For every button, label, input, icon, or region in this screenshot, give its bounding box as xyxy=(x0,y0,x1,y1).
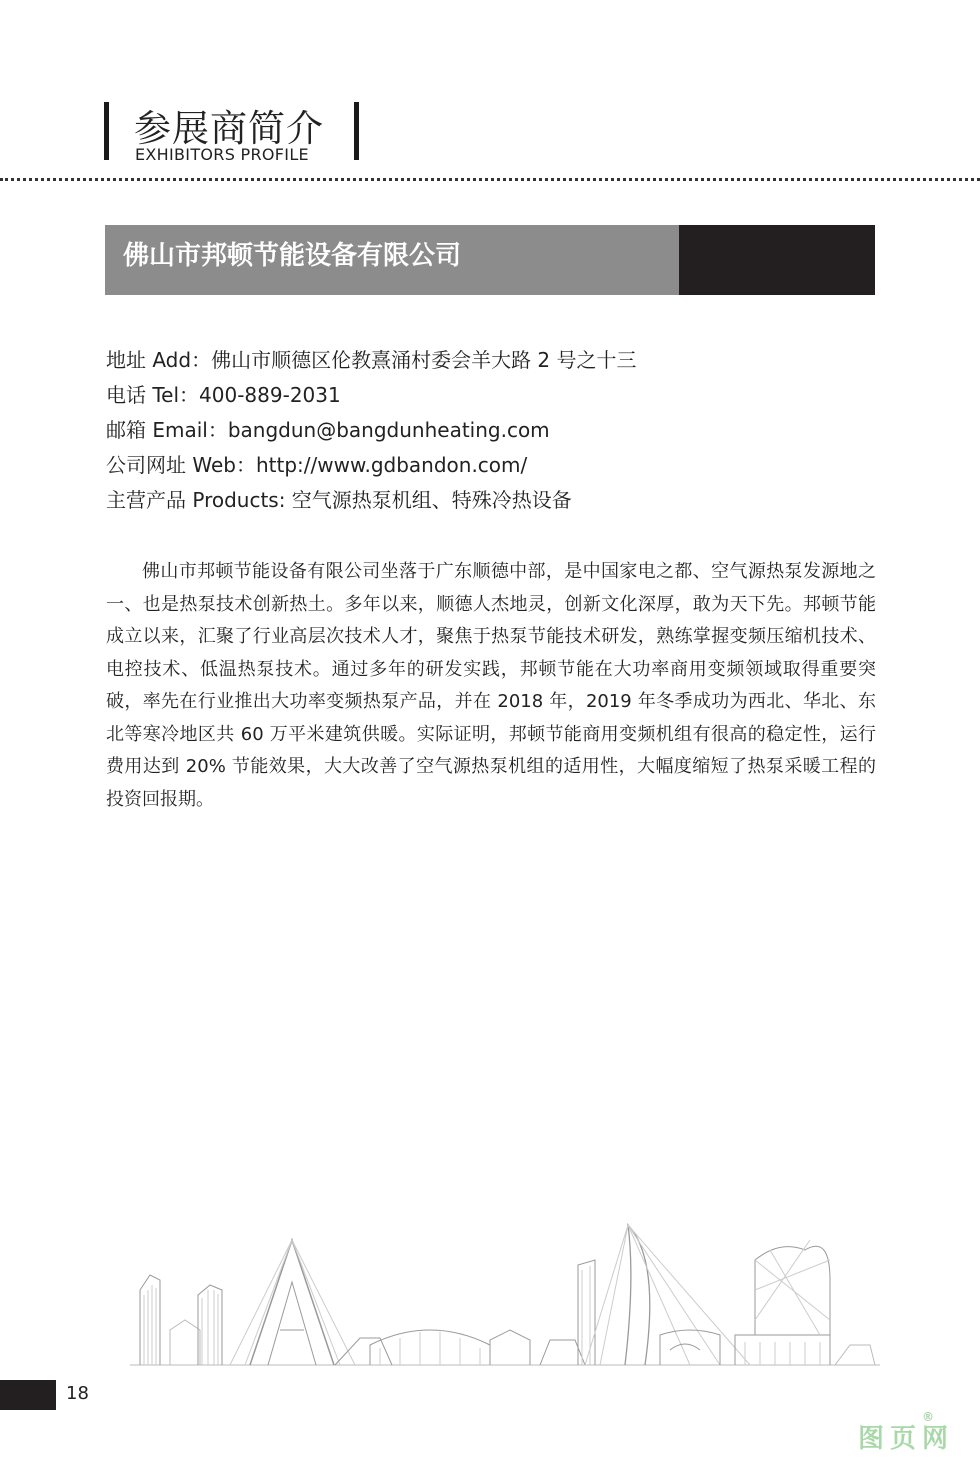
contact-info xyxy=(106,343,637,518)
company-description: 佛山市邦顿节能设备有限公司坐落于广东顺德中部，是中国家电之都、空气源热泵发源地之一、也是热泵技术创新热土。多年以来，顺德人杰地灵，创新文化深厚，敢为天下先。邦顿节能成立以来，汇聚了行业高层次技术人才，聚焦于热泵节能技术研发，熟练掌握变频压缩机技术、电控技术、低温热泵技术。通过多年的研发实践，邦顿节能在大功率商用变频领域取得重要突破，率先在行业推出大功率变频热泵产品，并在 2018 年，2019 年冬季成功为西北、华北、东北等寒冷地区共 60 万平米建筑供暖。实际证明，邦顿节能商用变频机组有很高的稳定性，运行费用达到 20% 节能效果，大大改善了空气源热泵机组的适用性，大幅度缩短了热泵采暖工程的投资回报期。 xyxy=(106,561,876,810)
products-line: 主营产品 Products: 空气源热泵机组、特殊冷热设备 xyxy=(106,488,572,512)
watermark-logo xyxy=(858,1410,955,1455)
company-name: 佛山市邦顿节能设备有限公司 xyxy=(123,241,462,271)
city-skyline-illustration xyxy=(130,1220,880,1370)
header-right-bar xyxy=(354,102,359,160)
registered-mark: ® xyxy=(922,1410,940,1424)
page-number: 18 xyxy=(66,1383,89,1404)
page-title: 参展商简介 xyxy=(134,107,324,150)
tel-line: 电话 Tel：400-889-2031 xyxy=(106,383,341,407)
page-subtitle: EXHIBITORS PROFILE xyxy=(135,145,309,164)
address-line: 地址 Add：佛山市顺德区伦教熹涌村委会羊大路 2 号之十三 xyxy=(106,348,637,372)
page-number-block xyxy=(0,1380,56,1410)
web-line: 公司网址 Web：http://www.gdbandon.com/ xyxy=(106,453,528,477)
banner-dark-block xyxy=(679,225,875,295)
header-left-bar xyxy=(104,102,109,160)
company-banner xyxy=(105,225,875,295)
watermark-text: 图页网 xyxy=(858,1424,955,1454)
dotted-divider xyxy=(0,178,980,181)
email-line: 邮箱 Email：bangdun@bangdunheating.com xyxy=(106,418,550,442)
